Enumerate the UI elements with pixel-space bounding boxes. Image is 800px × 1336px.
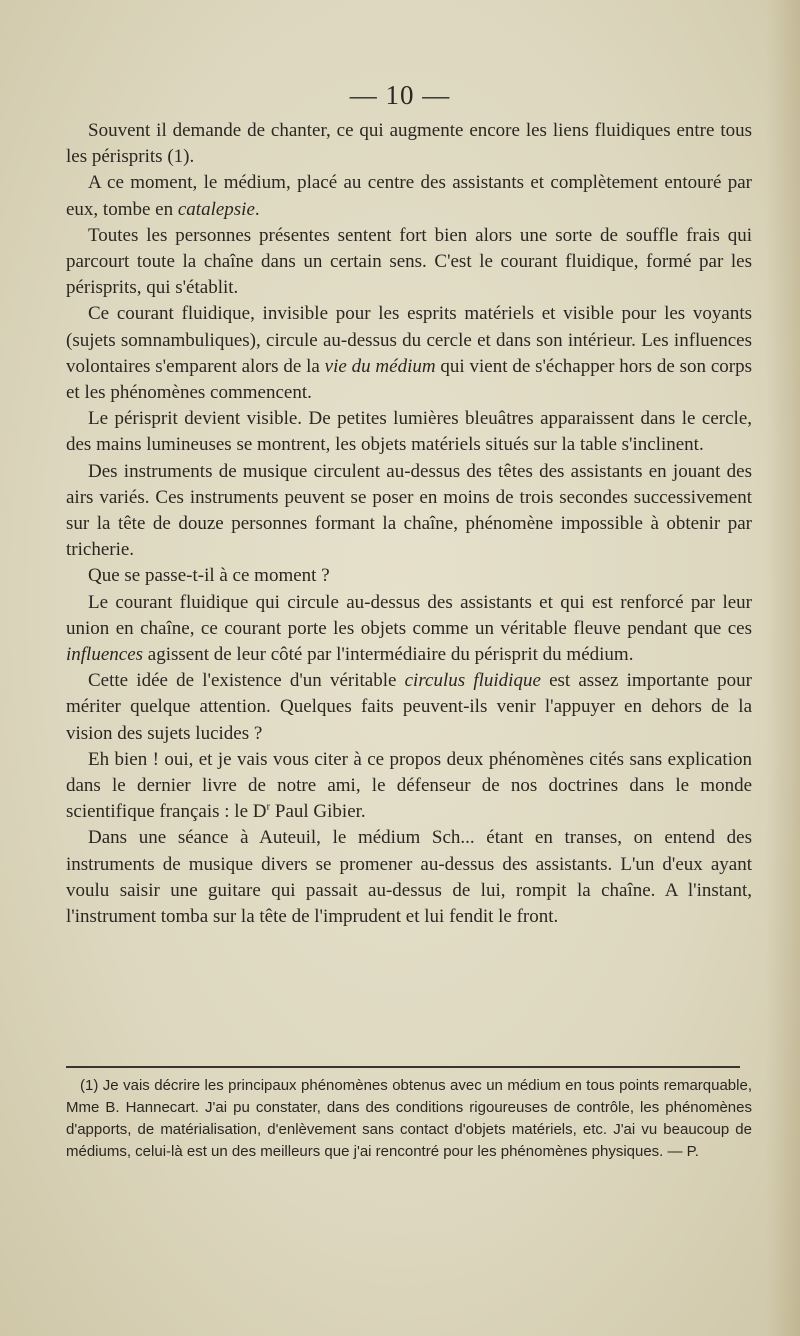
paragraph: Que se passe-t-il à ce moment ?: [88, 565, 330, 587]
paragraph: Le périsprit devient visible. De petites lumières bleuâtres apparaissent dans le cercle, des mains lumineuses se montrent, les objets matériels situés sur la table s'inclinent.: [66, 408, 752, 456]
paragraph: Des instruments de musique circulent au-dessus des têtes des assistants en jouant des airs variés. Ces instruments peuvent se poser en moins de trois secondes successivement sur la tête de douze personnes formant la chaîne, phénomène impossible à obtenir par tricherie.: [66, 460, 752, 561]
paragraph: A ce moment, le médium, placé au centre des assistants et complètement entouré par eux, tombe en catalepsie.: [66, 172, 752, 220]
paragraph: Toutes les personnes présentes sentent fort bien alors une sorte de souffle frais qui parcourt toute la chaîne dans un certain sens. C'est le courant fluidique, formé par les périsprits, qui s'établit.: [66, 224, 752, 299]
paragraph: Eh bien ! oui, et je vais vous citer à ce propos deux phénomènes cités sans explication dans le dernier livre de notre ami, le défenseur de nos doctrines dans le monde scientifique français : le $D^r$ Paul Gibier.: [66, 748, 752, 823]
footnote-text: (1) Je vais décrire les principaux phénomènes obtenus avec un médium en tous points remarquable, Mme B. Hannecart. J'ai pu constater, dans des conditions rigoureuses de contrôle, les phénomènes d'apports, de matérialisation, d'enlèvement sans contact d'objets matériels, etc. J'ai vu beaucoup de médiums, celui-là est un des meilleurs que j'ai rencontré pour les phénomènes physiques. — P.: [66, 1077, 752, 1160]
page-number: — 10 —: [349, 80, 451, 110]
paragraph: Souvent il demande de chanter, ce qui augmente encore les liens fluidiques entre tous les périsprits (1).: [66, 120, 752, 168]
footnote: [66, 1075, 752, 1163]
page-edge-shadow: [766, 0, 800, 1336]
paragraph: Cette idée de l'existence d'un véritable circulus fluidique est assez importante pour mériter quelque attention. Quelques faits peuvent-ils venir l'appuyer en dehors de la vision des sujets lucides ?: [66, 670, 752, 744]
paragraph: Dans une séance à Auteuil, le médium Sch... étant en transes, on entend des instruments de musique divers se promener au-dessus des assistants. L'un d'eux ayant voulu saisir une guitare qui passait au-dessus de lui, rompit la chaîne. A l'instant, l'instrument tomba sur la tête de l'imprudent et lui fendit le front.: [66, 827, 752, 928]
paragraph: Le courant fluidique qui circule au-dessus des assistants et qui est renforcé par leur union en chaîne, ce courant porte les objets comme un véritable fleuve pendant que ces influences agissent de leur côté par l'intermédiaire du périsprit du médium.: [66, 591, 752, 666]
main-text: [66, 118, 752, 930]
paragraph: Ce courant fluidique, invisible pour les esprits matériels et visible pour les voyants (sujets somnambuliques), circule au-dessus du cercle et dans son intérieur. Les influences volontaires s'emparent alors de la vie du médium qui vient de s'échapper hors de son corps et les phénomènes commencent.: [66, 303, 752, 404]
footnote-rule: [66, 1066, 740, 1068]
